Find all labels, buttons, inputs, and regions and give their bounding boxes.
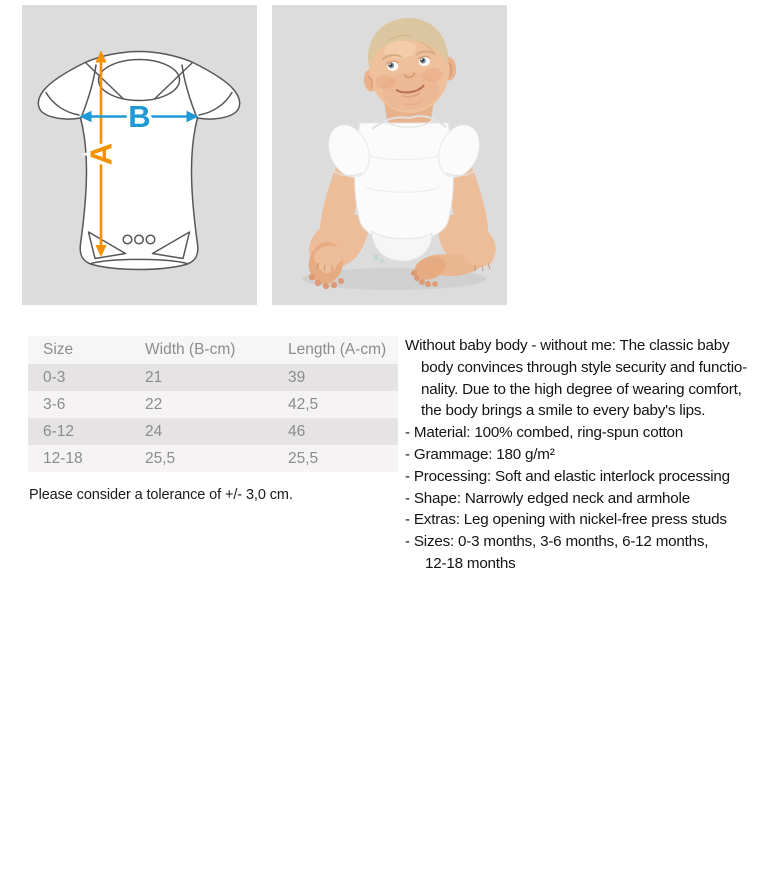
table-row xyxy=(28,391,398,418)
description-line: 12-18 months xyxy=(425,554,516,572)
size-table-body xyxy=(28,364,398,472)
description-line: - Shape: Narrowly edged neck and armhole xyxy=(405,489,690,507)
bodysuit-measurement-diagram xyxy=(22,5,257,305)
description-line: nality. Due to the high degree of wearing comfort, xyxy=(421,380,742,398)
size-table-cell: 6-12 xyxy=(28,418,130,445)
measurement-label-a: A xyxy=(83,142,119,166)
measurement-label-b: B xyxy=(128,99,151,134)
description-line: - Processing: Soft and elastic interlock processing xyxy=(405,467,730,485)
size-table-cell: 25,5 xyxy=(273,445,398,472)
size-table-header-cell: Length (A-cm) xyxy=(273,336,398,364)
size-table-header-row xyxy=(28,336,398,364)
size-diagram-panel xyxy=(22,5,257,305)
size-table-cell: 46 xyxy=(273,418,398,445)
baby-bodysuit-torso xyxy=(355,123,454,241)
size-table-cell: 12-18 xyxy=(28,445,130,472)
description-line: - Material: 100% combed, ring-spun cotton xyxy=(405,424,683,442)
baby-photo-panel xyxy=(272,5,507,305)
size-table-cell: 42,5 xyxy=(273,391,398,418)
table-row xyxy=(28,364,398,391)
description-line: the body brings a smile to every baby's lips. xyxy=(421,402,706,420)
size-table-header-cell: Width (B-cm) xyxy=(130,336,273,364)
neck-opening xyxy=(99,60,180,101)
size-table-cell: 3-6 xyxy=(28,391,130,418)
size-table-cell: 25,5 xyxy=(130,445,273,472)
snap-buttons xyxy=(123,235,155,244)
description-line: Without baby body - without me: The classic baby xyxy=(405,337,730,354)
description-line: - Sizes: 0-3 months, 3-6 months, 6-12 months, xyxy=(405,533,709,551)
description-line: body convinces through style security and functio- xyxy=(421,358,747,376)
table-row xyxy=(28,418,398,445)
size-table-cell: 0-3 xyxy=(28,364,130,391)
size-table-cell: 22 xyxy=(130,391,273,418)
size-table-cell: 24 xyxy=(130,418,273,445)
size-table-cell: 39 xyxy=(273,364,398,391)
size-table xyxy=(28,336,398,472)
tolerance-note: Please consider a tolerance of +/- 3,0 cm. xyxy=(29,487,293,503)
size-table-header xyxy=(28,336,398,364)
product-description xyxy=(405,335,747,575)
size-table-header-cell: Size xyxy=(28,336,130,364)
baby-photo xyxy=(272,5,507,305)
table-row xyxy=(28,445,398,472)
description-line: - Extras: Leg opening with nickel-free press studs xyxy=(405,511,727,529)
size-table-cell: 21 xyxy=(130,364,273,391)
description-line: - Grammage: 180 g/m² xyxy=(405,445,555,463)
